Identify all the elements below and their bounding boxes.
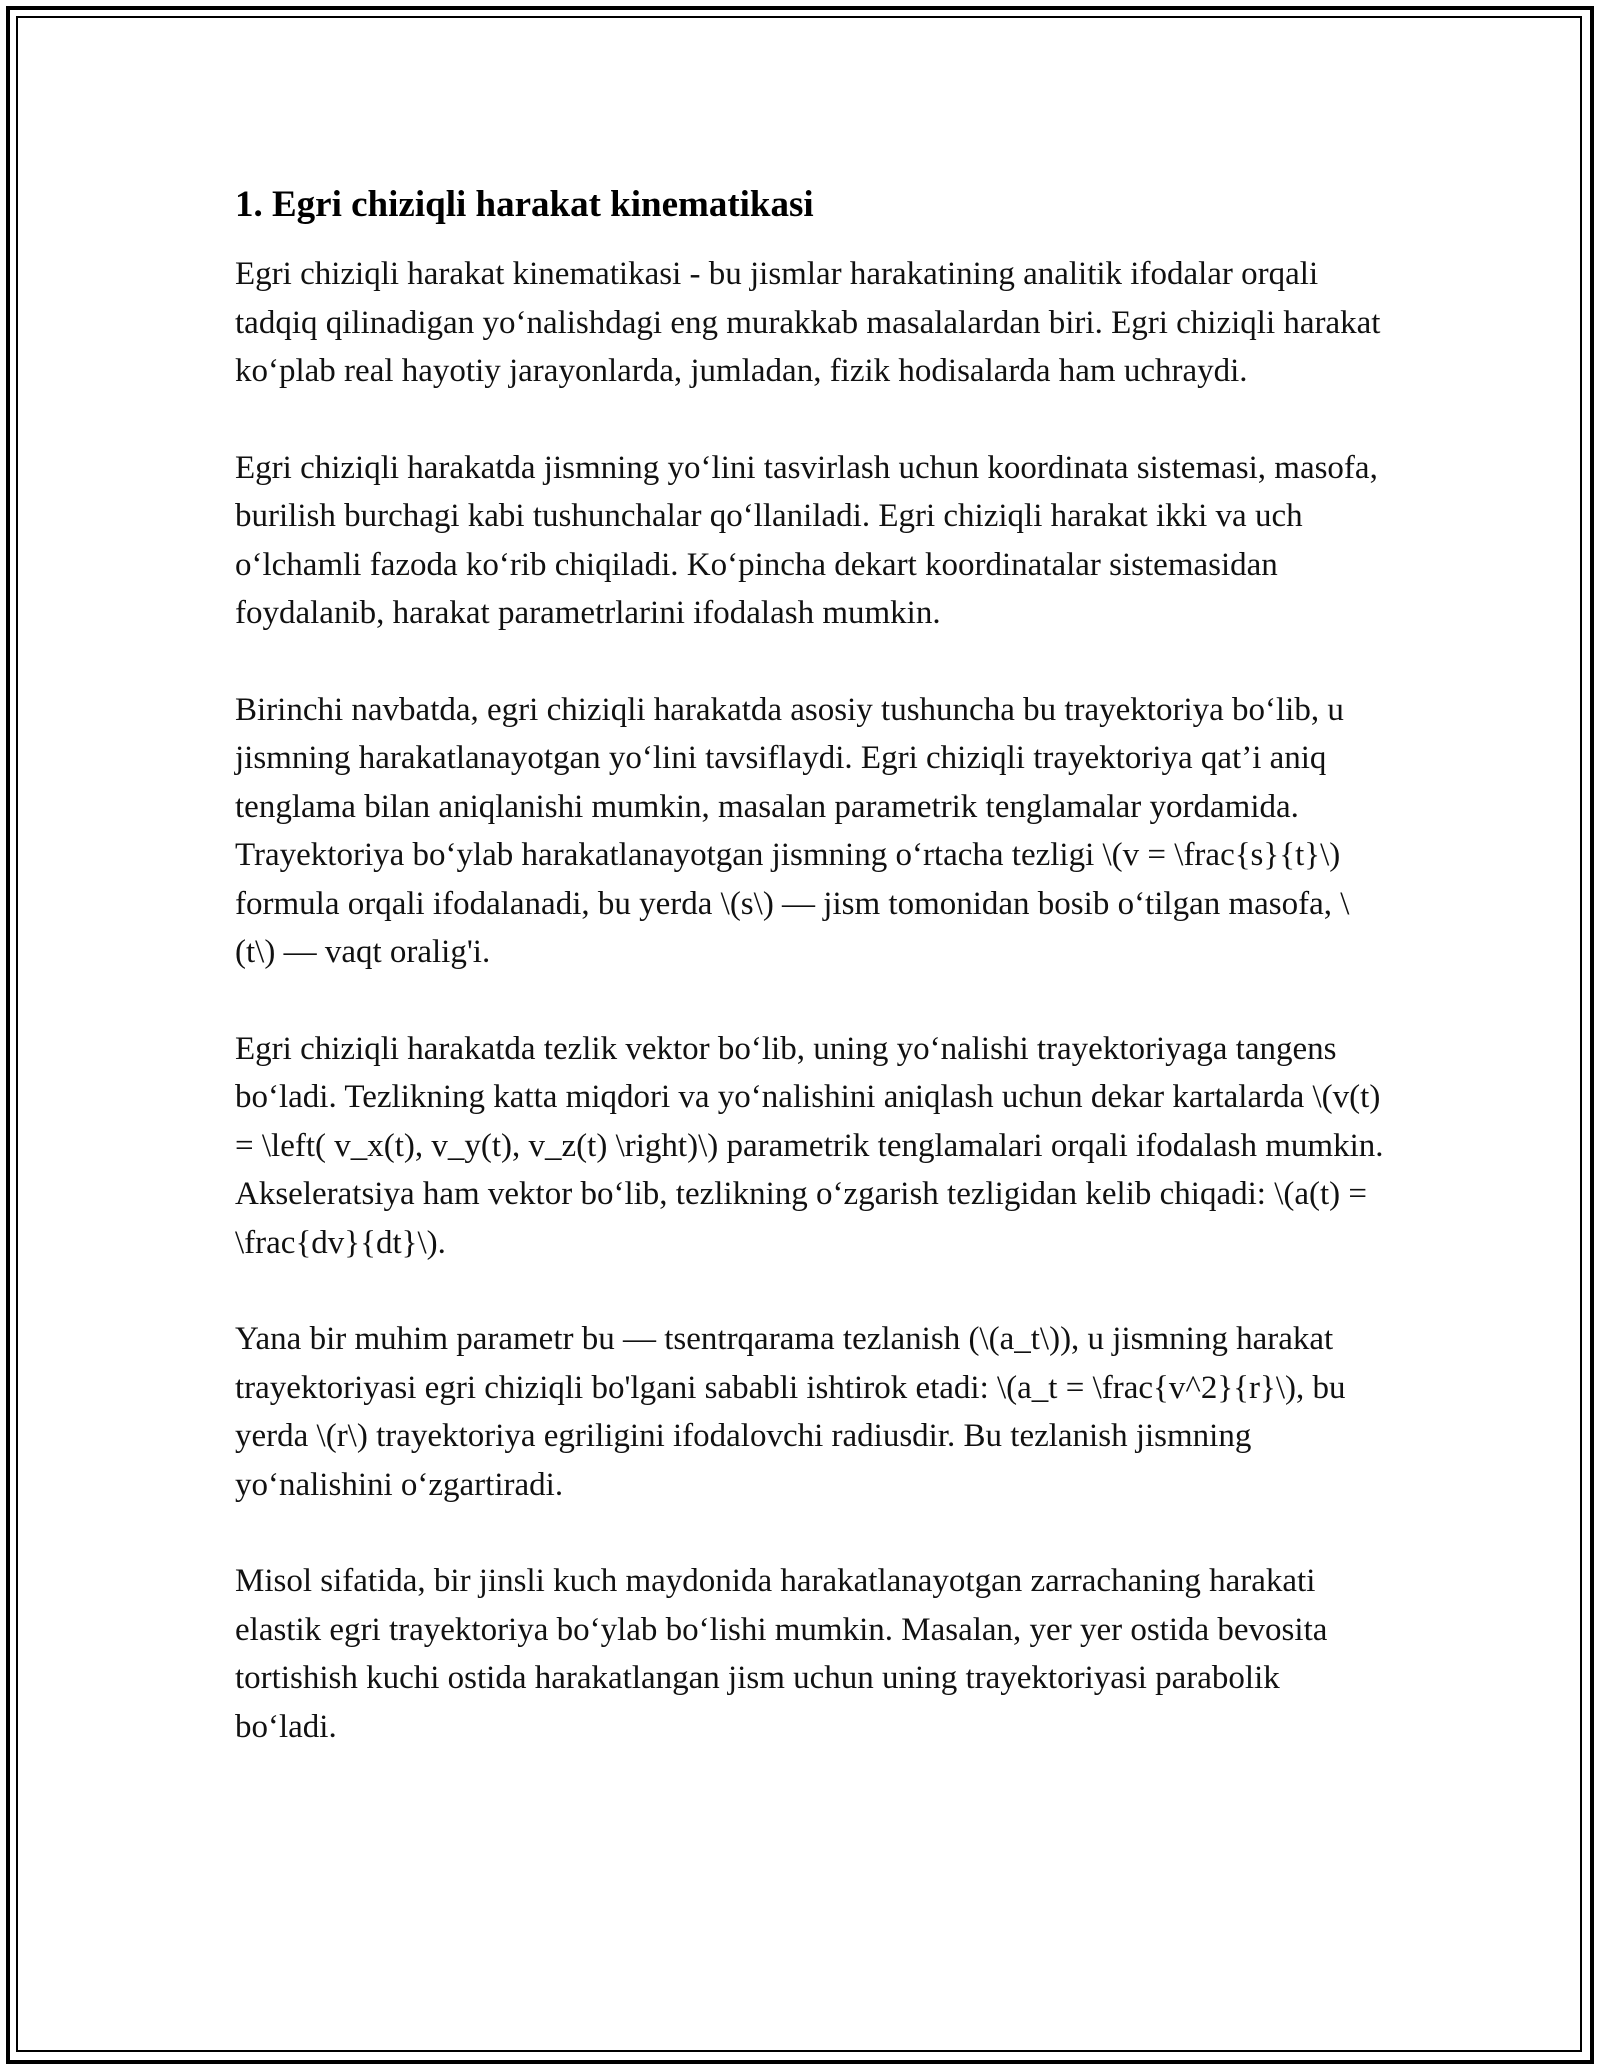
paragraph-trajectory: Birinchi navbatda, egri chiziqli harakatda asosiy tushuncha bu trayektoriya bo‘lib, u jismning harakatlanayotgan yo‘lini tavsiflaydi. Egri chiziqli trayektoriya qat’i aniq tenglama bilan aniqlanishi mumkin, masalan parametrik tenglamalar yordamida. Trayektoriya bo‘ylab harakatlanayotgan jismning o‘rtacha tezligi \(v = \frac{s}{t}\) formula orqali ifodalanadi, bu yerda \(s\) — jism tomonidan bosib o‘tilgan masofa, \(t\) — vaqt oralig'i. — [235, 691, 1350, 970]
document-body — [235, 180, 1385, 1751]
paragraph-example: Misol sifatida, bir jinsli kuch maydonida harakatlanayotgan zarrachaning harakati elastik egri trayektoriya bo‘ylab bo‘lishi mumkin. Masalan, yer yer ostida bevosita tortishish kuchi ostida harakatlangan jism uchun uning trayektoriyasi parabolik bo‘ladi. — [235, 1563, 1328, 1745]
section-title: 1. Egri chiziqli harakat kinematikasi — [235, 184, 814, 225]
paragraph-centripetal: Yana bir muhim parametr bu — tsentrqarama tezlanish (\(a_t\)), u jismning harakat trayektoriyasi egri chiziqli bo'lgani sababli ishtirok etadi: \(a_t = \frac{v^2}{r}\), bu yerda \(r\) trayektoriya egriligini ifodalovchi radiusdir. Bu tezlanish jismning yo‘nalishini o‘zgartiradi. — [235, 1321, 1346, 1503]
paragraph-coordinates: Egri chiziqli harakatda jismning yo‘lini tasvirlash uchun koordinata sistemasi, masofa, burilish burchagi kabi tushunchalar qo‘llaniladi. Egri chiziqli harakat ikki va uch o‘lchamli fazoda ko‘rib chiqiladi. Ko‘pincha dekart koordinatalar sistemasidan foydalanib, harakat parametrlarini ifodalash mumkin. — [235, 449, 1378, 631]
paragraph-velocity: Egri chiziqli harakatda tezlik vektor bo‘lib, uning yo‘nalishi trayektoriyaga tangens bo‘ladi. Tezlikning katta miqdori va yo‘nalishini aniqlash uchun dekar kartalarda \(v(t) = \left( v_x(t), v_y(t), v_z(t) \right)\) parametrik tenglamalari orqali ifodalash mumkin. Akseleratsiya ham vektor bo‘lib, tezlikning o‘zgarish tezligidan kelib chiqadi: \(a(t) = \frac{dv}{dt}\). — [235, 1030, 1384, 1261]
paragraph-intro: Egri chiziqli harakat kinematikasi - bu jismlar harakatining analitik ifodalar orqali tadqiq qilinadigan yo‘nalishdagi eng murakkab masalalardan biri. Egri chiziqli harakat ko‘plab real hayotiy jarayonlarda, jumladan, fizik hodisalarda ham uchraydi. — [235, 256, 1381, 389]
